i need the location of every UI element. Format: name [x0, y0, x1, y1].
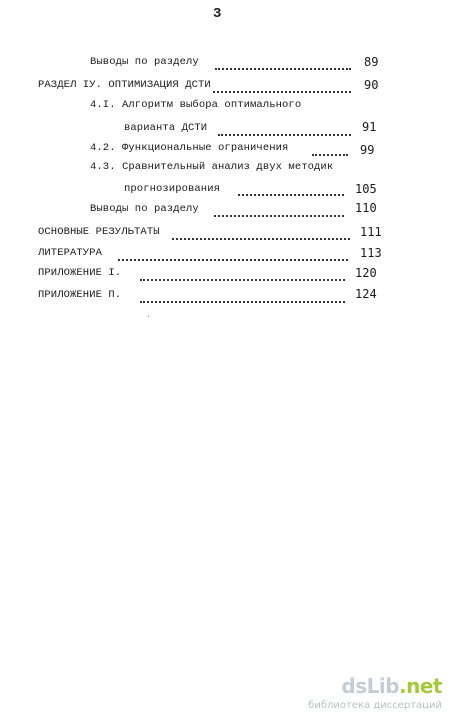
toc-leader-dots: [312, 152, 348, 156]
watermark: [308, 674, 442, 720]
toc-leader-dots: [215, 66, 351, 70]
toc-entry-title: 4.І. Алгоритм выбора оптимального: [90, 99, 302, 111]
toc-leader-dots: [140, 277, 345, 281]
toc-entry-page: 120: [355, 266, 377, 280]
watermark-logo: [341, 674, 442, 698]
toc-leader-dots: [214, 213, 344, 217]
toc-leader-dots: [140, 299, 345, 303]
toc-entry-title: Выводы по разделу: [90, 56, 199, 68]
toc-entry-title: Выводы по разделу: [90, 203, 199, 215]
toc-entry-page: 113: [360, 246, 382, 260]
toc-entry-title: ОСНОВНЫЕ РЕЗУЛЬТАТЫ: [38, 226, 160, 238]
toc-entry-title: 4.2. Функциональные ограничения: [90, 142, 289, 154]
toc-entry-title: ПРИЛОЖЕНИЕ І.: [38, 267, 122, 279]
toc-entry-title: ПРИЛОЖЕНИЕ П.: [38, 289, 122, 301]
scan-speck: [148, 316, 149, 317]
toc-entry-page: 111: [360, 225, 382, 239]
toc-entry-title: варианта ДСТИ: [124, 122, 208, 134]
toc-leader-dots: [213, 89, 351, 93]
toc-entry-page: 90: [364, 78, 379, 92]
toc-entry-title: РАЗДЕЛ ІУ. ОПТИМИЗАЦИЯ ДСТИ: [38, 79, 211, 91]
toc-entry-page: 124: [355, 287, 377, 301]
page-number: 3: [213, 6, 222, 22]
toc-leader-dots: [238, 192, 344, 196]
toc-entry-page: 110: [355, 201, 377, 215]
toc-leader-dots: [172, 236, 350, 240]
toc-entry-page: 91: [362, 120, 377, 134]
toc-leader-dots: [118, 257, 348, 261]
watermark-caption: библиотека диссертаций: [308, 700, 442, 711]
toc-entry-page: 105: [355, 182, 377, 196]
toc-entry-title: ЛИТЕРАТУРА: [38, 247, 103, 259]
toc-entry-title: 4.3. Сравнительный анализ двух методик: [90, 161, 334, 173]
watermark-logo-suffix: .net: [399, 674, 442, 698]
toc-entry-page: 89: [364, 55, 379, 69]
toc-leader-dots: [218, 132, 351, 136]
toc-entry-page: 99: [360, 143, 375, 157]
watermark-logo-main: dsLib: [341, 674, 400, 698]
toc-entry-title: прогнозирования: [124, 183, 221, 195]
